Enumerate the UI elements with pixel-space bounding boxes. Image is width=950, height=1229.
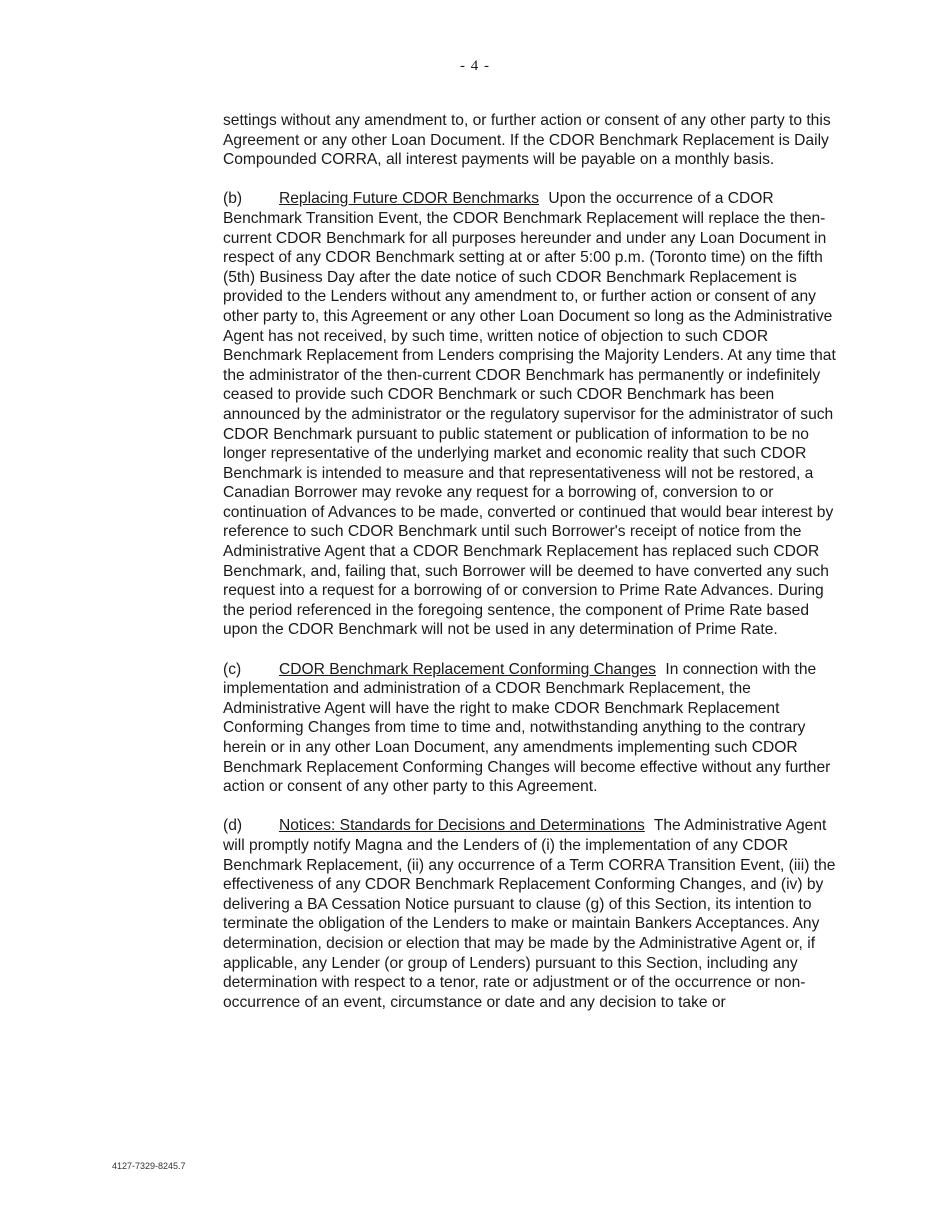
paragraph-b-text: Upon the occurrence of a CDOR Benchmark Transition Event, the CDOR Benchmark Replacement will replace the then-current CDOR Benchmark for all purposes hereunder and under any Loan Document in respect of any CDOR Benchmark setting at or after 5:00 p.m. (Toronto time) on the fifth (5th) Business Day after the date notice of such CDOR Benchmark Replacement is provided to the Lenders without any amendment to, or further action or consent of any other party to, this Agreement or any other Loan Document so long as the Administrative Agent has not received, by such time, written notice of objection to such CDOR Benchmark Replacement from Lenders comprising the Majority Lenders. At any time that the administrator of the then-current CDOR Benchmark has permanently or indefinitely ceased to provide such CDOR Benchmark or such CDOR Benchmark has been announced by the administrator or the regulatory supervisor for the administrator of such CDOR Benchmark pursuant to public statement or publication of information to be no longer representative of the underlying market and economic reality that such CDOR Benchmark is intended to measure and that representativeness will not be restored, a Canadian Borrower may revoke any request for a borrowing of, conversion to or continuation of Advances to be made, converted or continued that would bear interest by reference to such CDOR Benchmark until such Borrower's receipt of notice from the Administrative Agent that a CDOR Benchmark Replacement has replaced such CDOR Benchmark, and, failing that, such Borrower will be deemed to have converted any such request into a request for a borrowing of or conversion to Prime Rate Advances. During the period referenced in the foregoing sentence, the component of Prime Rate based upon the CDOR Benchmark will not be used in any determination of Prime Rate. (223, 190, 836, 639)
document-body (223, 111, 848, 1032)
page-number: - 4 - (460, 58, 490, 74)
paragraph-intro (223, 111, 848, 170)
paragraph-c-heading: CDOR Benchmark Replacement Conforming Changes (279, 660, 657, 678)
paragraph-d-text: The Administrative Agent will promptly notify Magna and the Lenders of (i) the implementation of any CDOR Benchmark Replacement, (ii) any occurrence of a Term CORRA Transition Event, (iii) the effectiveness of any CDOR Benchmark Replacement Conforming Changes, and (iv) by delivering a BA Cessation Notice pursuant to clause (g) of this Section, its intention to terminate the obligation of the Lenders to make or maintain Bankers Acceptances. Any determination, decision or election that may be made by the Administrative Agent or, if applicable, any Lender (or group of Lenders) pursuant to this Section, including any determination with respect to a tenor, rate or adjustment or of the occurrence or non-occurrence of an event, circumstance or date and any decision to take or (223, 817, 836, 1011)
document-id: 4127-7329-8245.7 (112, 1161, 186, 1171)
paragraph-b (223, 189, 848, 640)
paragraph-b-heading: Replacing Future CDOR Benchmarks (279, 190, 539, 208)
paragraph-c-text: In connection with the implementation and administration of a CDOR Benchmark Replacement, the Administrative Agent will have the right to make CDOR Benchmark Replacement Conforming Changes from time to time and, notwithstanding anything to the contrary herein or in any other Loan Document, any amendments implementing such CDOR Benchmark Replacement Conforming Changes will become effective without any further action or consent of any other party to this Agreement. (223, 660, 831, 796)
paragraph-d-label: (d) (223, 817, 243, 835)
paragraph-c (223, 660, 848, 797)
paragraph-b-label: (b) (223, 190, 243, 208)
paragraph-c-label: (c) (223, 660, 242, 678)
paragraph-d-heading: Notices: Standards for Decisions and Determinations (279, 817, 645, 835)
paragraph-d (223, 816, 848, 1012)
paragraph-intro-text: settings without any amendment to, or further action or consent of any other party to this Agreement or any other Loan Document. If the CDOR Benchmark Replacement is Daily Compounded CORRA, all interest payments will be payable on a monthly basis. (223, 112, 831, 169)
